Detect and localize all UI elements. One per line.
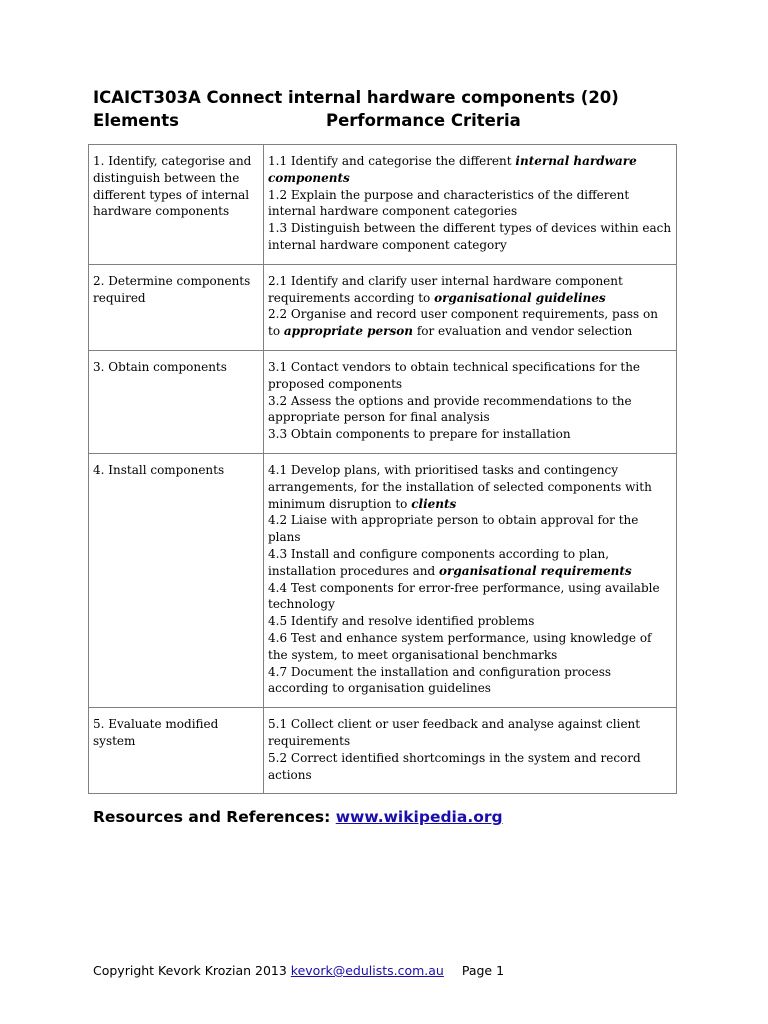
table-row	[89, 350, 677, 453]
performance-criterion	[268, 630, 672, 664]
criterion-text: 3.1 Contact vendors to obtain technical specifications for the proposed components	[268, 359, 641, 391]
criteria-cell	[264, 350, 677, 453]
criterion-text: 3.3 Obtain components to prepare for installation	[268, 427, 571, 442]
page-number: Page 1	[461, 963, 505, 978]
table-row	[89, 708, 677, 794]
performance-criterion	[268, 613, 672, 630]
performance-criterion	[268, 187, 672, 221]
performance-criterion	[268, 153, 672, 187]
performance-criterion	[268, 306, 672, 340]
performance-criterion	[268, 512, 672, 546]
criterion-text: 4.2 Liaise with appropriate person to obtain approval for the plans	[268, 513, 639, 545]
resources-line	[93, 808, 503, 826]
wikipedia-link[interactable]: www.wikipedia.org	[335, 808, 503, 826]
heading-performance-criteria: Performance Criteria	[326, 111, 521, 130]
criterion-text: 2.1 Identify and clarify user internal hardware component requirements according to	[268, 273, 623, 305]
email-link[interactable]: kevork@edulists.com.au	[290, 963, 444, 978]
copyright-text: Copyright Kevork Krozian 2013	[93, 963, 291, 978]
criterion-text: 2.2 Organise and record user component requirements, pass on to	[268, 307, 658, 339]
performance-criterion	[268, 716, 672, 750]
criterion-text: 4.7 Document the installation and configuration process according to organisation guidelines	[268, 664, 612, 696]
element-cell: 5. Evaluate modified system	[89, 708, 264, 794]
criteria-cell	[264, 264, 677, 350]
table-row	[89, 453, 677, 707]
element-cell: 1. Identify, categorise and distinguish between the different types of internal hardware components	[89, 145, 264, 265]
criterion-emphasis: internal hardware components	[268, 154, 637, 185]
competency-table	[88, 144, 677, 794]
unit-title: ICAICT303A Connect internal hardware components (20)	[93, 88, 619, 107]
criteria-cell	[264, 708, 677, 794]
table-row	[89, 145, 677, 265]
performance-criterion	[268, 580, 672, 614]
performance-criterion	[268, 546, 672, 580]
criterion-text: 4.6 Test and enhance system performance, using knowledge of the system, to meet organisational benchmarks	[268, 630, 652, 662]
criterion-text: 4.1 Develop plans, with prioritised tasks and contingency arrangements, for the installation of selected components with minimum disruption to	[268, 462, 652, 511]
criterion-text: 5.1 Collect client or user feedback and analyse against client requirements	[268, 717, 641, 748]
criterion-text: 1.1 Identify and categorise the different	[268, 154, 516, 168]
performance-criterion	[268, 426, 672, 443]
criteria-cell	[264, 453, 677, 707]
performance-criterion	[268, 664, 672, 698]
table-row	[89, 264, 677, 350]
criterion-text: 5.2 Correct identified shortcomings in the system and record actions	[268, 750, 641, 782]
criterion-text: 4.4 Test components for error-free performance, using available technology	[268, 580, 660, 612]
performance-criterion	[268, 359, 672, 393]
criterion-text: 3.2 Assess the options and provide recommendations to the appropriate person for final analysis	[268, 393, 632, 425]
criterion-text: 4.3 Install and configure components according to plan, installation procedures and	[268, 546, 610, 578]
criterion-text: 1.3 Distinguish between the different types of devices within each internal hardware component category	[268, 221, 672, 252]
page-footer	[93, 963, 504, 978]
criterion-emphasis: clients	[411, 496, 457, 511]
performance-criterion	[268, 462, 672, 512]
resources-label: Resources and References:	[93, 808, 336, 826]
element-cell: 2. Determine components required	[89, 264, 264, 350]
criterion-text-continued: for evaluation and vendor selection	[413, 324, 633, 339]
criterion-emphasis: appropriate person	[283, 324, 413, 339]
element-cell: 3. Obtain components	[89, 350, 264, 453]
performance-criterion	[268, 393, 672, 427]
performance-criterion	[268, 220, 672, 254]
criterion-emphasis: organisational requirements	[439, 563, 632, 578]
heading-elements: Elements	[93, 111, 179, 130]
performance-criterion	[268, 273, 672, 307]
criteria-cell	[264, 145, 677, 265]
performance-criterion	[268, 750, 672, 784]
document-title	[93, 86, 693, 132]
criterion-text: 1.2 Explain the purpose and characteristics of the different internal hardware component categories	[268, 187, 630, 219]
column-headings	[93, 109, 693, 132]
criterion-emphasis: organisational guidelines	[434, 290, 606, 305]
element-cell: 4. Install components	[89, 453, 264, 707]
criterion-text: 4.5 Identify and resolve identified problems	[268, 614, 535, 629]
competency-table-body	[89, 145, 677, 794]
